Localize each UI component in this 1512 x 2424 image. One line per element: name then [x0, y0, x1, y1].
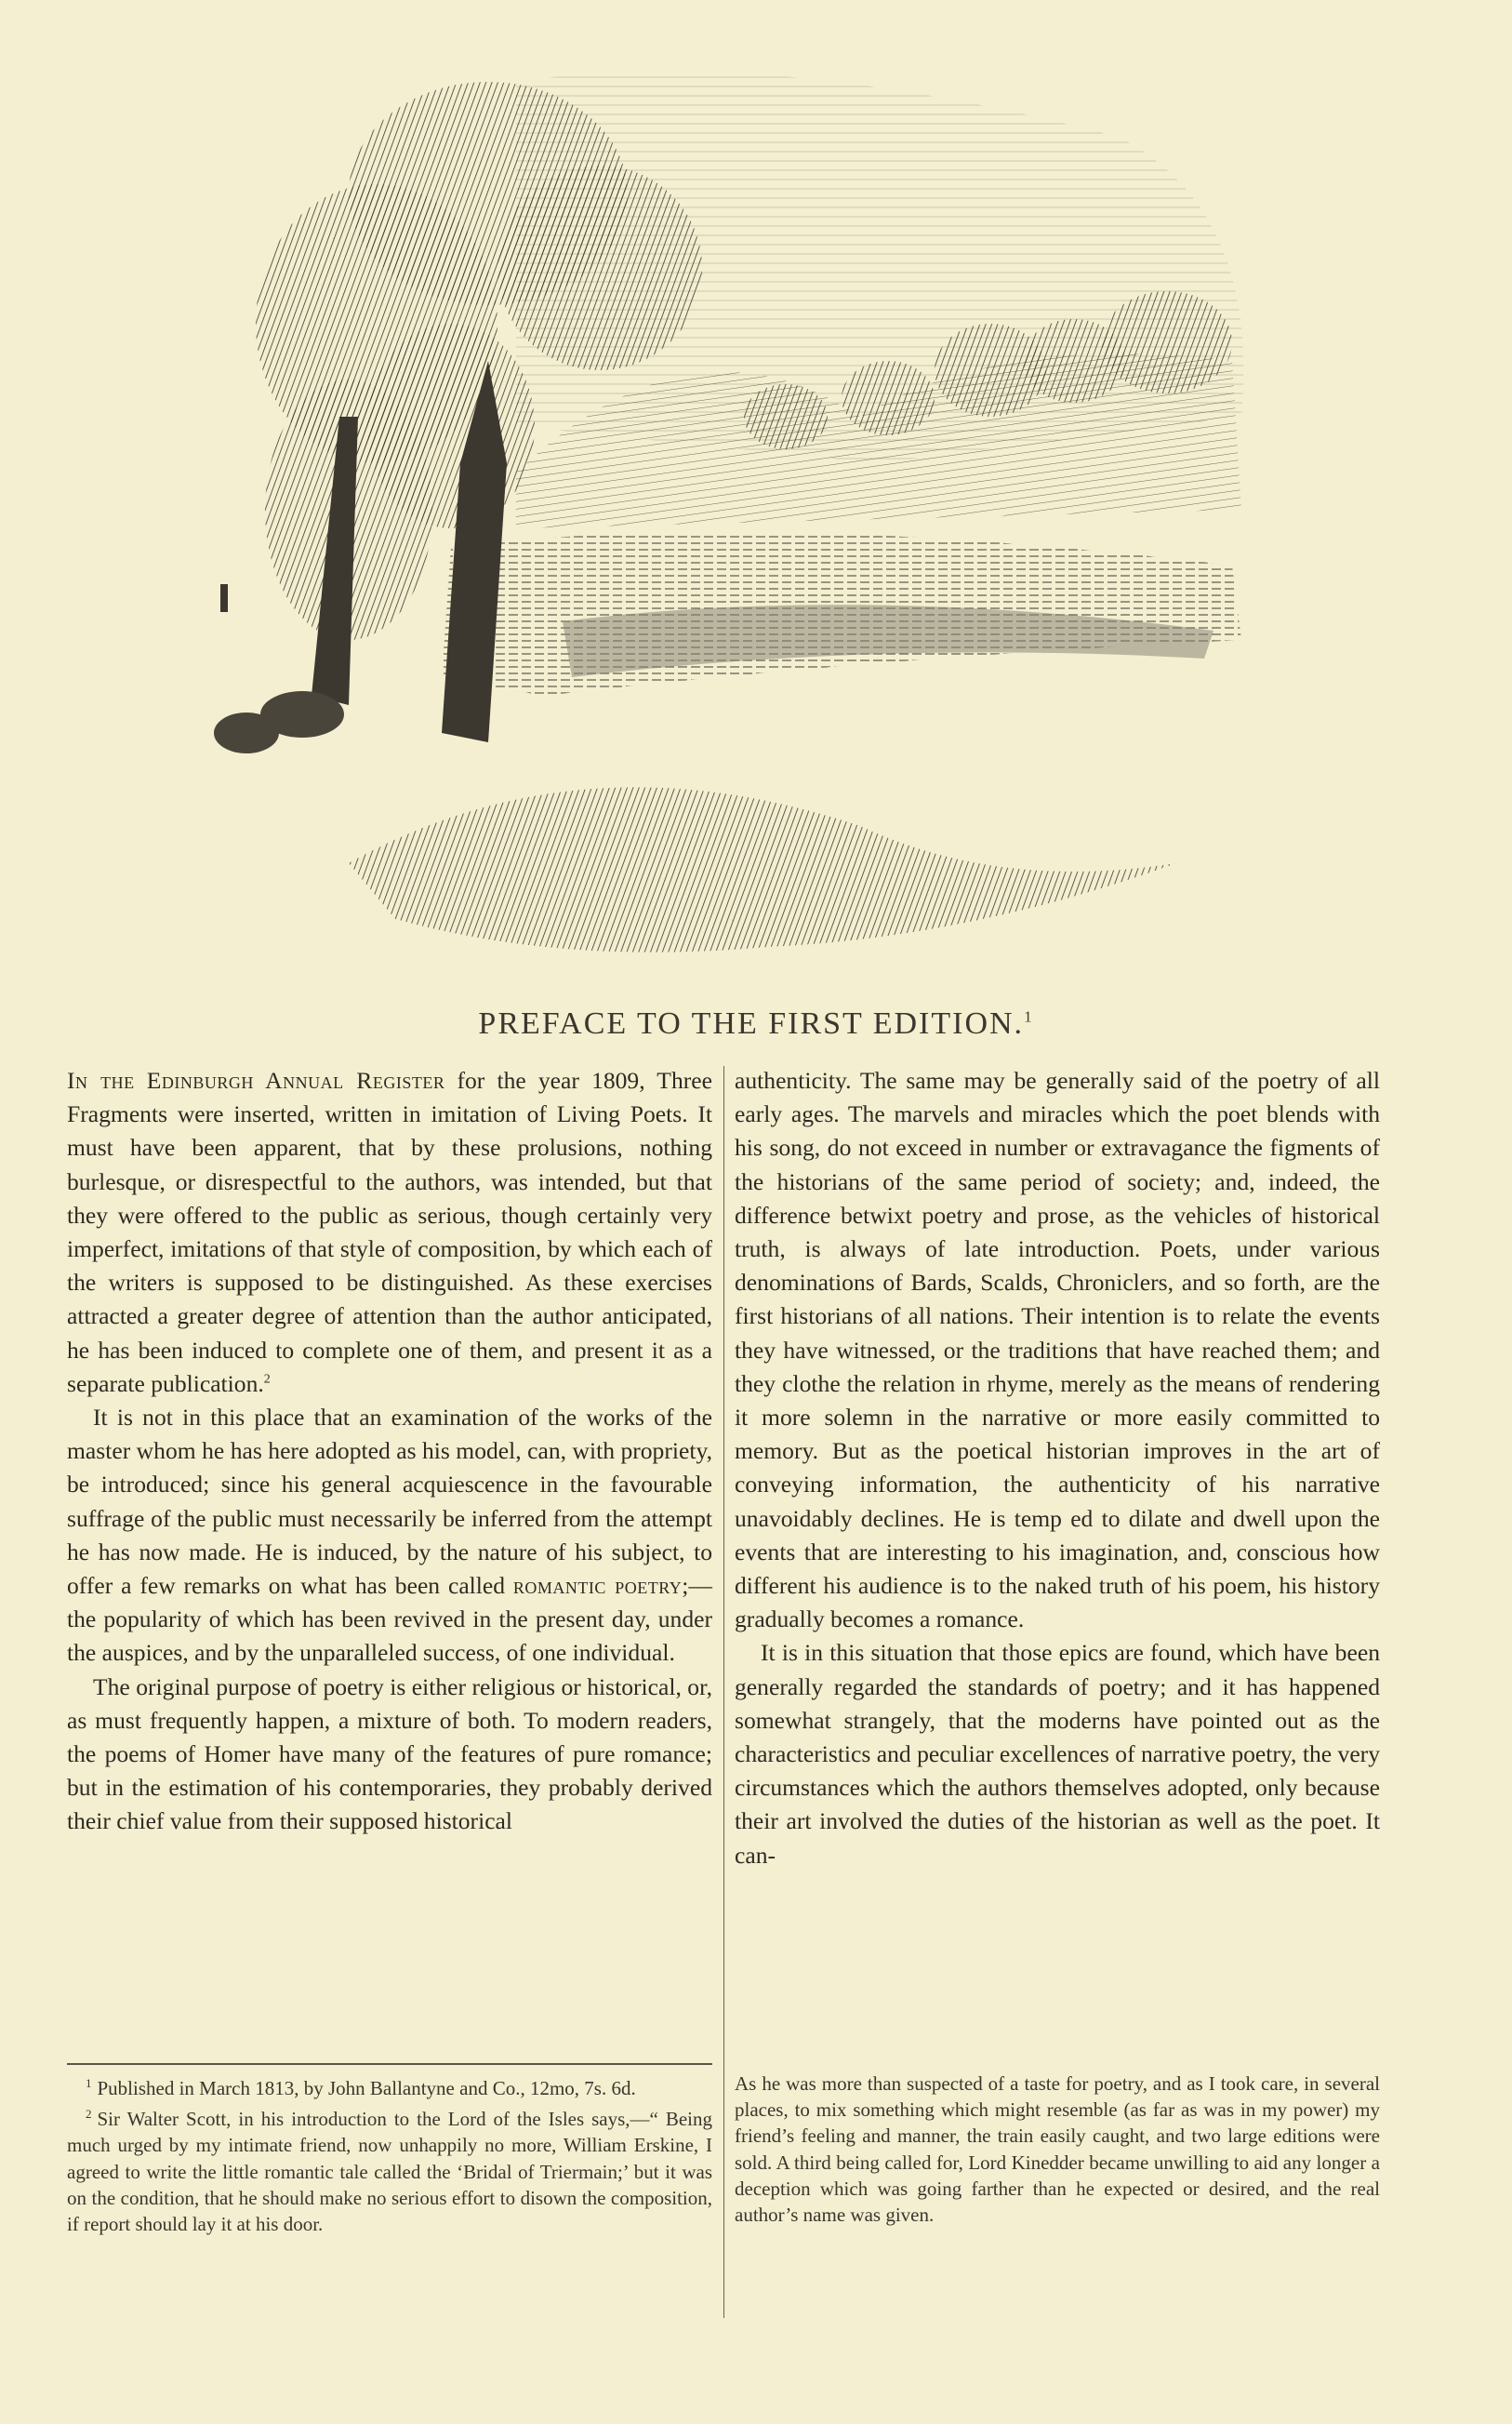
cattle — [214, 691, 344, 753]
left-paragraph-3: The original purpose of poetry is either religious or historical, or, as must frequently happen, a mixture of both. To modern readers, the poems of Homer have many of the features of pure romance; but in the estimation of his contemporaries, they probably derived their chief value from their supposed historical — [67, 1672, 712, 1835]
footnote-1: $^1$ Published in March 1813, by John Ballantyne and Co., 12mo, 7s. 6d. — [86, 2076, 636, 2099]
column-divider — [723, 1066, 724, 2318]
chapter-title-text: PREFACE TO THE FIRST EDITION. — [478, 1006, 1025, 1041]
footnotes-left — [67, 2071, 712, 2237]
footnote-mark-2: 2 — [263, 1372, 271, 1387]
standing-figure — [220, 584, 228, 612]
footnote-2: $^2$ Sir Walter Scott, in his introduction to the Lord of the Isles says,—“ Being much urged by my intimate friend, now unhappily no more, William Erskine, I agreed to write the little romantic tale called the ‘Bridal of Triermain;’ but it was on the condition, that he should make no serious effort to disown the composition, if report should lay it at his door. — [67, 2107, 712, 2236]
footnote-2-continued: As he was more than suspected of a taste for poetry, and as I took care, in several places, to mix something which might resemble (as far as was in my power) my friend’s feeling and manner, the train easily caught, and two large editions were sold. A third being called for, Lord Kinedder became unwilling to aid any longer a deception which was going farther than he expected or desired, and the real author’s name was given. — [735, 2072, 1380, 2227]
river-landscape-engraving — [209, 26, 1269, 984]
left-paragraph-2: It is not in this place that an examination of the works of the master whom he has here adopted as his model, can, with propriety, be introduced; since his general acquiescence in the favourable suffrage of the public must necessarily be inferred from the attempt he has now made. He is induced, by the nature of his subject, to offer a few remarks on what has been called romantic poetry;—the popularity of which has been revived in the present day, under the auspices, and by the unparalleled success, of one individual. — [67, 1404, 712, 1667]
title-footnote-mark: 1 — [1024, 1007, 1034, 1026]
right-paragraph-2: It is in this situation that those epics are found, which have been generally regarded the standards of poetry; and it has happened somewhat strangely, that the moderns have pointed out as the characteristics and peculiar excellences of narrative poetry, the very circumstances which the authors themselves adopted, only because their art involved the duties of the historian as well as the poet. It can- — [735, 1639, 1380, 1869]
engraving-illustration — [209, 26, 1269, 984]
romantic-poetry-term: romantic poetry — [512, 1572, 683, 1600]
chapter-title — [0, 1006, 1512, 1042]
right-column — [735, 1064, 1380, 1872]
left-paragraph-1: In the Edinburgh Annual Register for the year 1809, Three Fragments were inserted, written in imitation of Living Poets. It must have been apparent, that by these prolusions, nothing burlesque, or disrespectful to the authors, was intended, but that they were offered to the public as serious, though certainly very imperfect, imitations of that style of composition, by which each of the writers is supposed to be distinguished. As these exercises attracted a greater degree of attention than the author anticipated, he has been induced to complete one of them, and present it as a separate publication.$^2$ — [67, 1067, 712, 1397]
left-column — [67, 1064, 712, 1839]
footnotes-right — [735, 2071, 1380, 2228]
register-name: Edinburgh Annual Register — [146, 1067, 445, 1094]
right-paragraph-1: authenticity. The same may be generally said of the poetry of all early ages. The marvels and miracles which the poet blends with his song, do not exceed in number or extravagance the figments of the historians of the same period of society; and, indeed, the difference betwixt poetry and prose, as the vehicles of historical truth, is always of late introduction. Poets, under various denominations of Bards, Scalds, Chroniclers, and so forth, are the first historians of all nations. Their intention is to relate the events they have witnessed, or the traditions that have reached them; and they clothe the relation in rhyme, merely as the means of rendering it more solemn in the narrative or more easily committed to memory. But as the poetical historian improves in the art of conveying information, the authenticity of his narrative unavoidably declines. He is temp ed to dilate and dwell upon the events that are interesting to his imagination, and, conscious how different his audience is to the naked truth of his poem, his history gradually becomes a romance. — [735, 1067, 1380, 1633]
footnote-rule — [67, 2063, 712, 2065]
river-bank — [349, 787, 1176, 952]
